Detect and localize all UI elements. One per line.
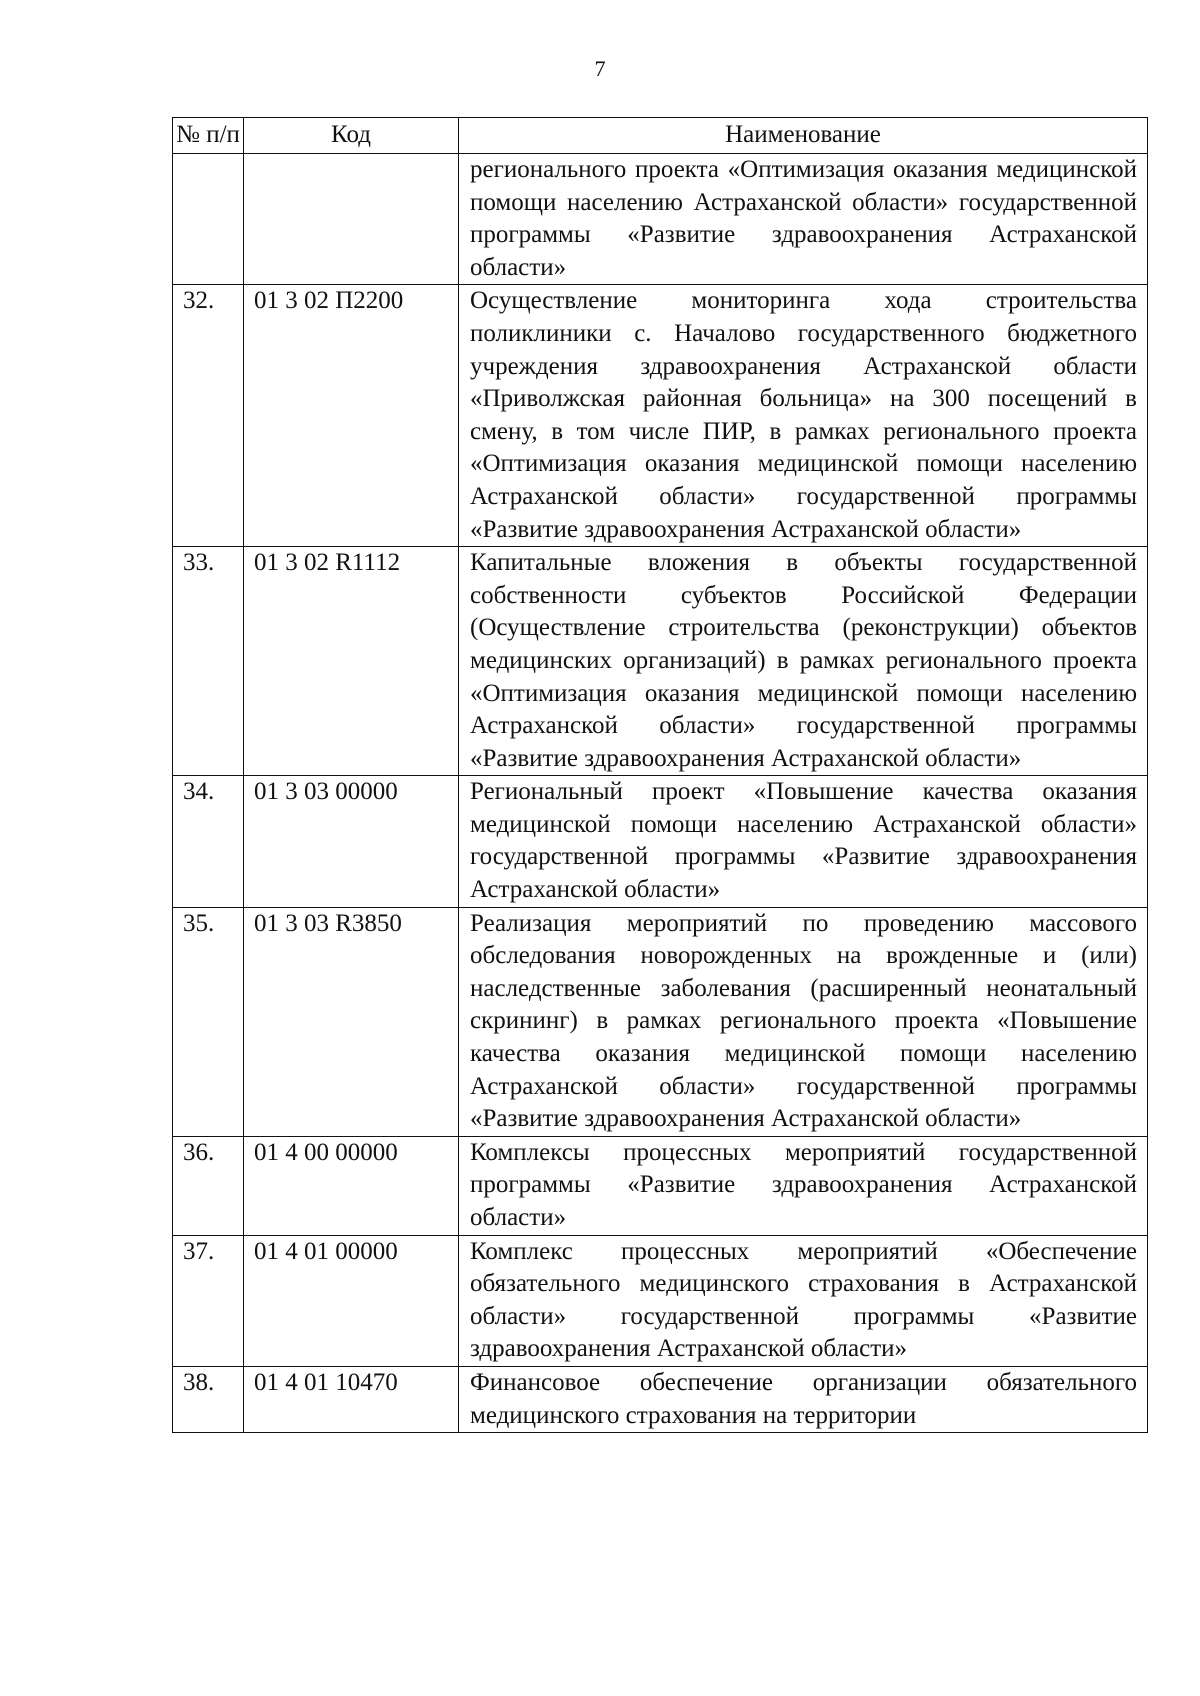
row-number: 35.: [173, 907, 244, 1136]
row-number: [173, 154, 244, 285]
table-row: [173, 1366, 1148, 1432]
table-row: [173, 154, 1148, 285]
row-code: 01 3 03 00000: [244, 776, 459, 907]
table-row: [173, 547, 1148, 776]
row-code: 01 4 01 00000: [244, 1235, 459, 1366]
row-number: 32.: [173, 285, 244, 547]
row-number: 33.: [173, 547, 244, 776]
row-name: Реализация мероприятий по проведению массового обследования новорожденных на врожденные и (или) наследственные заболевания (расширенный неонатальный скрининг) в рамках регионального проекта «Повышение качества оказания медицинской помощи населению Астраханской области» государственной программы «Развитие здравоохранения Астраханской области»: [459, 907, 1148, 1136]
header-num: [173, 118, 244, 154]
row-name: Региональный проект «Повышение качества оказания медицинской помощи населению Астраханской области» государственной программы «Развитие здравоохранения Астраханской области»: [459, 776, 1148, 907]
header-code: [244, 118, 459, 154]
row-number: 38.: [173, 1366, 244, 1432]
budget-code-table: [172, 117, 1148, 1433]
table-header: [173, 118, 1148, 154]
row-name: Комплексы процессных мероприятий государственной программы «Развитие здравоохранения Астраханской области»: [459, 1136, 1148, 1235]
table-row: [173, 907, 1148, 1136]
header-code-label: Код: [331, 121, 371, 149]
row-number: 37.: [173, 1235, 244, 1366]
row-code: 01 3 02 R1112: [244, 547, 459, 776]
row-code: 01 4 01 10470: [244, 1366, 459, 1432]
page-number: 7: [594, 56, 606, 81]
table-row: [173, 776, 1148, 907]
row-name: регионального проекта «Оптимизация оказания медицинской помощи населению Астраханской области» государственной программы «Развитие здравоохранения Астраханской области»: [459, 154, 1148, 285]
row-code: 01 3 02 П2200: [244, 285, 459, 547]
row-name: Осуществление мониторинга хода строительства поликлиники с. Началово государственного бюджетного учреждения здравоохранения Астраханской области «Приволжская районная больница» на 300 посещений в смену, в том числе ПИР, в рамках регионального проекта «Оптимизация оказания медицинской помощи населению Астраханской области» государственной программы «Развитие здравоохранения Астраханской области»: [459, 285, 1148, 547]
table-row: [173, 1235, 1148, 1366]
header-name-label: Наименование: [725, 121, 881, 149]
row-name: Финансовое обеспечение организации обязательного медицинского страхования на территории: [459, 1366, 1148, 1432]
row-code: [244, 154, 459, 285]
header-num-label: № п/п: [176, 121, 240, 148]
row-number: 36.: [173, 1136, 244, 1235]
row-code: 01 4 00 00000: [244, 1136, 459, 1235]
row-name: Капитальные вложения в объекты государственной собственности субъектов Российской Федерации (Осуществление строительства (реконструкции) объектов медицинских организаций) в рамках регионального проекта «Оптимизация оказания медицинской помощи населению Астраханской области» государственной программы «Развитие здравоохранения Астраханской области»: [459, 547, 1148, 776]
header-row: [173, 118, 1148, 154]
row-number: 34.: [173, 776, 244, 907]
table-body: [173, 154, 1148, 1433]
table-row: [173, 1136, 1148, 1235]
header-name: [459, 118, 1148, 154]
row-name: Комплекс процессных мероприятий «Обеспечение обязательного медицинского страхования в Астраханской области» государственной программы «Развитие здравоохранения Астраханской области»: [459, 1235, 1148, 1366]
table-row: [173, 285, 1148, 547]
row-code: 01 3 03 R3850: [244, 907, 459, 1136]
